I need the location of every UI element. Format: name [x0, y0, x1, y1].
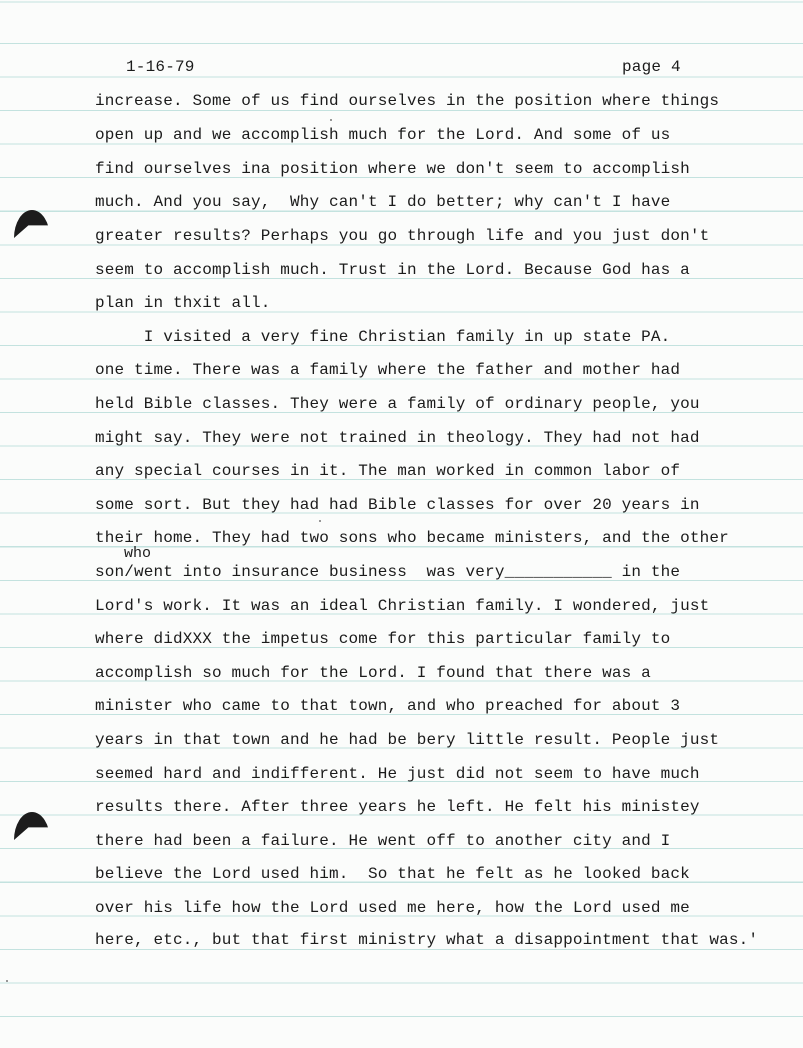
page-date: 1-16-79 [126, 58, 195, 76]
text-line: might say. They were not trained in theology. They had not had [95, 429, 700, 447]
text-line: one time. There was a family where the father and mother had [95, 361, 681, 379]
text-line: seem to accomplish much. Trust in the Lord. Because God has a [95, 261, 690, 279]
binder-hole-icon [14, 812, 50, 840]
text-line: I visited a very fine Christian family in up state PA. [95, 328, 671, 346]
paper-speck [319, 520, 321, 522]
text-line: some sort. But they had had Bible classes for over 20 years in [95, 496, 700, 514]
text-line: son/went into insurance business was very___________ in the [95, 563, 681, 581]
text-line: years in that town and he had be bery little result. People just [95, 731, 720, 749]
text-line: any special courses in it. The man worked in common labor of [95, 462, 681, 480]
text-line: Lord's work. It was an ideal Christian family. I wondered, just [95, 597, 710, 615]
text-line: minister who came to that town, and who preached for about 3 [95, 697, 681, 715]
text-line: there had been a failure. He went off to another city and I [95, 832, 671, 850]
text-line: open up and we accomplish much for the Lord. And some of us [95, 126, 671, 144]
paper-speck [6, 980, 8, 982]
text-line: results there. After three years he left. He felt his ministey [95, 798, 700, 816]
text-line: plan in thxit all. [95, 294, 271, 312]
handwritten-insertion: who [124, 545, 152, 562]
text-line: increase. Some of us find ourselves in the position where things [95, 92, 720, 110]
page-number: page 4 [622, 58, 681, 76]
text-line: their home. They had two sons who became ministers, and the other [95, 529, 729, 547]
text-line: where didXXX the impetus come for this particular family to [95, 630, 671, 648]
text-line: here, etc., but that first ministry what a disappointment that was.' [95, 931, 759, 949]
text-line: believe the Lord used him. So that he felt as he looked back [95, 865, 690, 883]
text-line: much. And you say, Why can't I do better; why can't I have [95, 193, 671, 211]
text-line: find ourselves ina position where we don't seem to accomplish [95, 160, 690, 178]
binder-hole-icon [14, 210, 50, 238]
text-line: over his life how the Lord used me here, how the Lord used me [95, 899, 690, 917]
text-line: accomplish so much for the Lord. I found that there was a [95, 664, 651, 682]
text-line: held Bible classes. They were a family of ordinary people, you [95, 395, 700, 413]
paper-speck [330, 119, 332, 121]
text-line: seemed hard and indifferent. He just did not seem to have much [95, 765, 700, 783]
text-line: greater results? Perhaps you go through life and you just don't [95, 227, 710, 245]
